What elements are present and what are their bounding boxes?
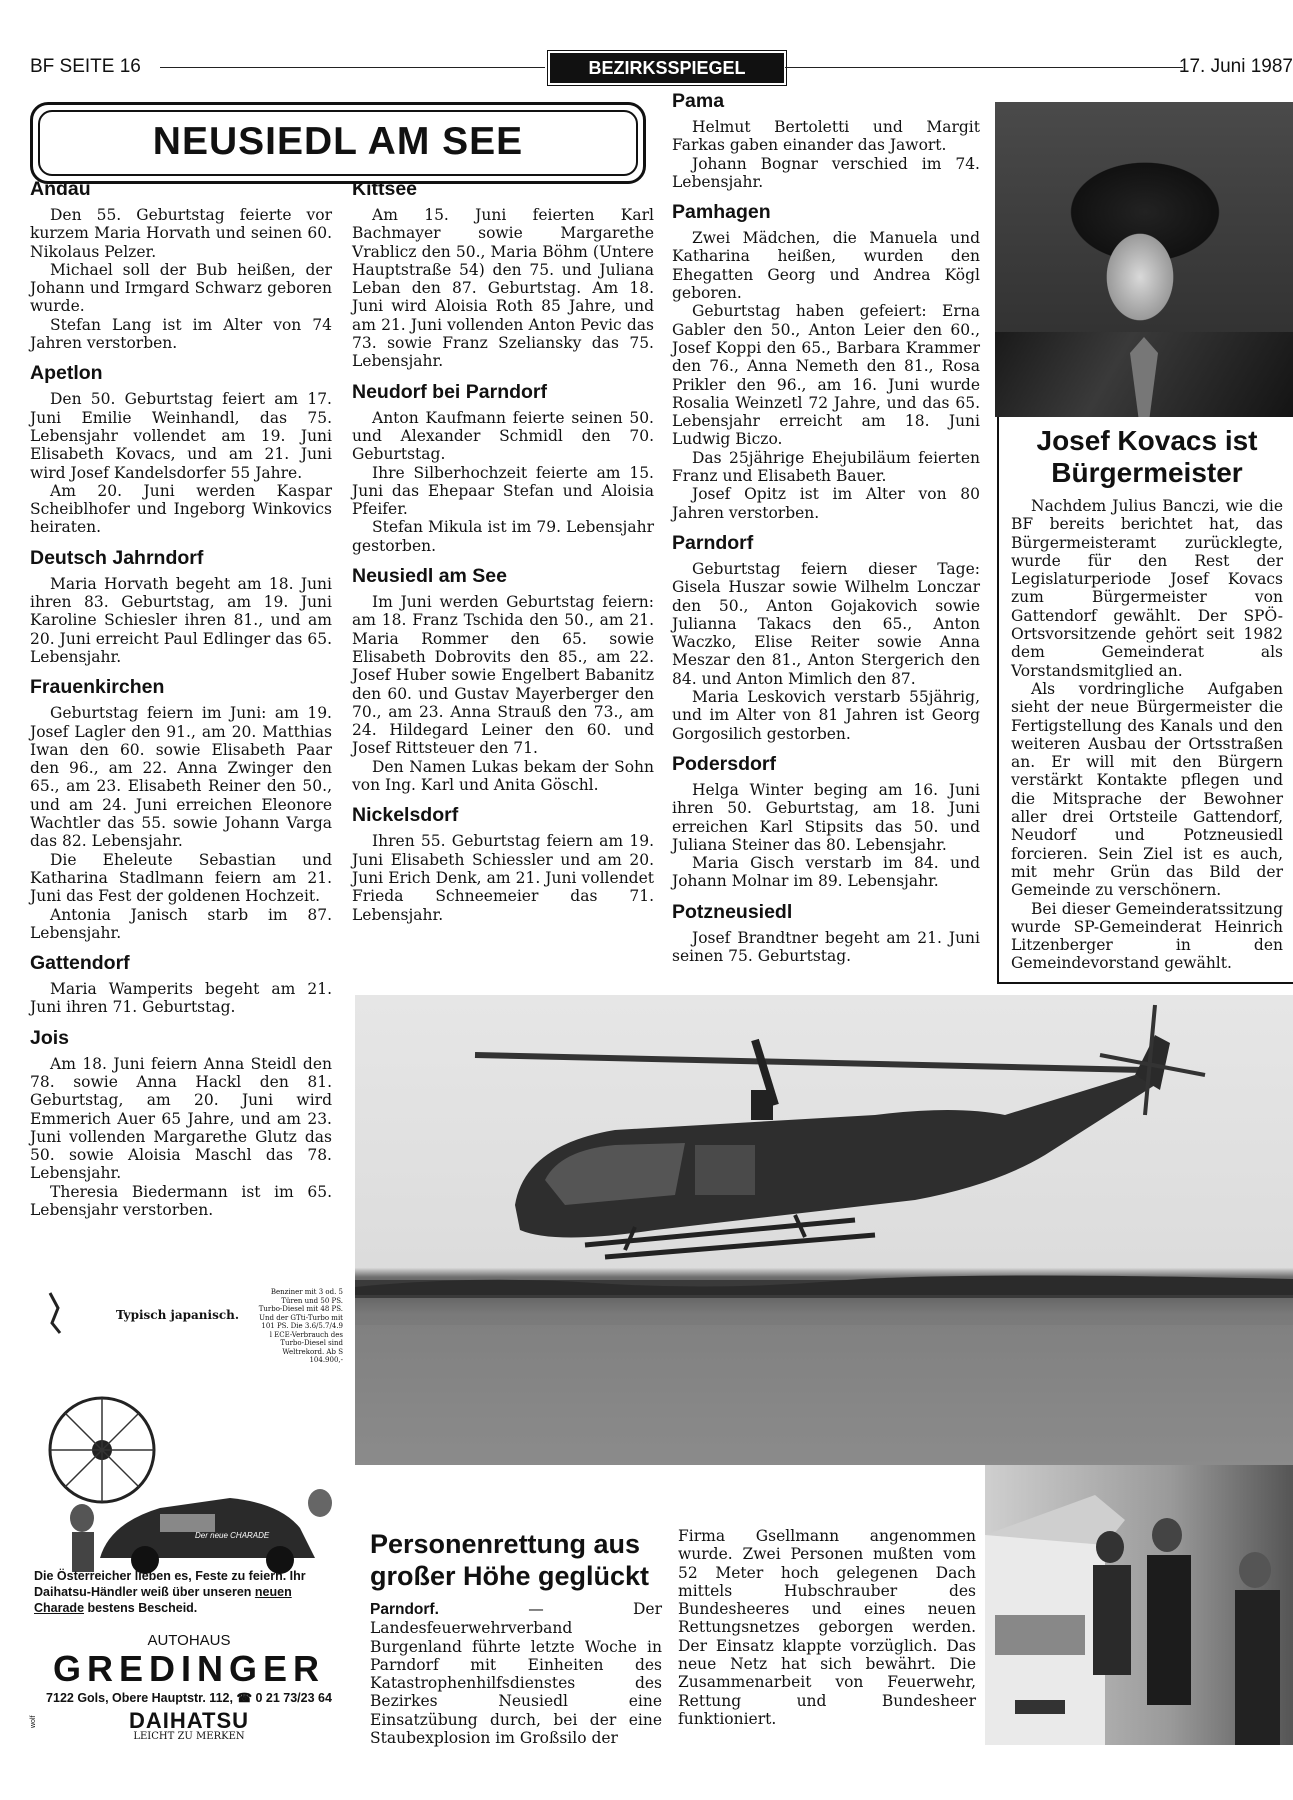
daihatsu-advertisement[interactable] <box>30 1288 348 1746</box>
mayor-paragraph: Bei dieser Gemeinderatssitzung wurde SP-Gemeinderat Heinrich Litzenberger in den Gemeindevorstand gewählt. <box>1011 899 1283 973</box>
brand-tagline: LEICHT ZU MERKEN <box>133 1731 245 1742</box>
header-rule-left <box>160 67 545 68</box>
dealer-street: 7122 Gols, Obere Hauptstr. 112, <box>46 1691 233 1705</box>
ad-logo-mark <box>50 1293 60 1333</box>
locality-heading: Podersdorf <box>672 752 777 775</box>
region-banner <box>30 102 646 184</box>
locality-heading: Deutsch Jahrndorf <box>30 546 204 569</box>
locality-paragraph: Helmut Bertoletti und Margit Farkas gaben einander das Jawort. <box>672 118 980 155</box>
locality-paragraph: Am 18. Juni feiern Anna Steidl den 78. sowie Anna Hackl den 81. Geburtstag, am 20. Juni wird Emmerich Auer 65 Jahre, und am 23. Juni vollenden Margarethe Glutz das 50. sowie Aloisia Maschl das 78. Lebensjahr. <box>30 1054 332 1183</box>
issue-date: 17. Juni 1987 <box>1178 56 1293 77</box>
locality-paragraph: Am 20. Juni werden Kaspar Scheiblhofer und Ingeborg Winkovics heiraten. <box>30 481 332 537</box>
ad-slogan-link: neuen Charade <box>34 1585 292 1615</box>
dealer-name: GREDINGER <box>52 1648 326 1689</box>
ad-side-mark: wolf <box>30 1715 37 1728</box>
ad-slogan-text: Die Österreicher lieben es, Feste zu feiern. Ihr Daihatsu-Händler weiß über unseren <box>34 1569 306 1599</box>
helicopter-illustration <box>355 995 1293 1465</box>
mayor-portrait-photo <box>995 102 1293 417</box>
ad-car-label: Der neue CHARADE <box>195 1531 270 1540</box>
mayor-paragraph: Nachdem Julius Banczi, wie die BF bereits berichtet hat, das Bürgermeisteramt zurücklegte, wurde für den Rest der Legislaturperiode Josef Kovacs zum Bürgermeister von Gattendorf gewählt. Der SPÖ-Ortsvorsitzende gehört seit 1982 dem Gemeinderat als Vorstandsmitglied an. <box>1011 497 1283 680</box>
rescue-headline: Personenrettung aus großer Höhe geglückt <box>370 1529 650 1591</box>
locality-paragraph: Geburtstag feiern im Juni: am 19. Josef Lagler den 91., am 20. Matthias Iwan den 60. sowie Elisabeth Paar den 96., am 22. Anna Zwinger den 65., am 23. Elisabeth Reiner den 50., und am 24. Juni erreichen Eleonore Wachtler das 55. sowie Johann Varga das 82. Lebensjahr. <box>30 704 332 851</box>
mayor-paragraph: Als vordringliche Aufgaben sieht der neue Bürgermeister die Fertigstellung des Kanals und den weiteren Ausbau der Ortsstraßen an. Er will mit den Bürgern verstärkt Kontakte pflegen und die Mitsprache der Bewohner aller drei Ortsteile Gattendorf, Neudorf und Potzneusiedl forcieren. Sein Ziel ist es auch, mit mehr Grün das Bild der Gemeinde zu verschönern. <box>1011 679 1283 900</box>
locality-paragraph: Josef Brandtner begeht am 21. Juni seinen 75. Geburtstag. <box>672 928 980 965</box>
header-rule-right <box>785 67 1183 68</box>
rescue-team-photo <box>985 1465 1293 1745</box>
locality-heading: Andau <box>30 178 91 200</box>
mayor-headline: Josef Kovacs ist Bürgermeister <box>1036 425 1258 488</box>
page-header <box>30 50 1293 90</box>
locality-paragraph: Geburtstag feiern dieser Tage: Gisela Huszar sowie Wilhelm Lonczar den 50., Anton Gojakovich sowie Julianna Takacs den 65., Anton Waczko, Elise Reiter sowie Anna Meszar den 81., Anton Stergerich den 84. und Anton Mimlich den 87. <box>672 559 980 688</box>
locality-heading: Kittsee <box>352 178 418 200</box>
locality-paragraph: Michael soll der Bub heißen, der Johann und Irmgard Schwarz geboren wurde. <box>30 260 332 316</box>
locality-paragraph: Maria Wamperits begeht am 21. Juni ihren 71. Geburtstag. <box>30 980 332 1017</box>
locality-paragraph: Helga Winter beging am 16. Juni ihren 50. Geburtstag, am 18. Juni erreichen Karl Stipsits das 50. und Juliana Steiner das 80. Lebensjahr. <box>672 780 980 854</box>
locality-heading: Jois <box>30 1026 70 1049</box>
column-3 <box>672 90 980 965</box>
rescue-article-col2 <box>678 1527 976 1728</box>
locality-heading: Apetlon <box>30 362 103 385</box>
column-1 <box>30 178 332 1219</box>
locality-heading: Neusiedl am See <box>352 565 507 588</box>
locality-heading: Pama <box>672 90 725 112</box>
ad-tagline: Typisch japanisch. <box>116 1308 240 1322</box>
rescue-dateline: Parndorf. <box>370 1601 439 1618</box>
locality-heading: Gattendorf <box>30 952 130 975</box>
mayor-article <box>997 417 1293 984</box>
locality-heading: Neudorf bei Parndorf <box>352 380 548 403</box>
locality-paragraph: Geburtstag haben gefeiert: Erna Gabler den 50., Anton Leier den 60., Josef Koppi den 65., Barbara Krammer den 76., Anna Nemeth den 81., Rosa Prikler den 96., am 16. Juni wurde Rosalia Weinzetl 72 Jahre, und das 65. Lebensjahr erreicht am 18. Juni Ludwig Biczo. <box>672 302 980 449</box>
ad-specs: Benziner mit 3 od. 5 Türen und 50 PS. Turbo-Diesel mit 48 PS. Und der GTti-Turbo mit 101 PS. Die 3.6/5.7/4.9 l ECE-Verbrauch des Turbo-Diesel sind Weltrekord. Ab S 104.900,- <box>258 1288 343 1364</box>
dealer-phone: ☎ 0 21 73/23 64 <box>236 1691 332 1705</box>
locality-paragraph: Stefan Mikula ist im 79. Lebensjahr gestorben. <box>352 518 654 555</box>
rescue-text-2: Firma Gsellmann angenommen wurde. Zwei Personen mußten vom 52 Meter hoch gelegenen Dach mittels Hubschrauber des Bundesheeres und eines neuen Rettungsnetzes geborgen werden. Der Einsatz klappte vorzüglich. Das neue Netz hat sich bewährt. Die Zusammenarbeit von Feuerwehr, Rettung und Bundesheer funktioniert. <box>678 1527 976 1728</box>
rescue-team-illustration <box>985 1465 1293 1745</box>
section-label: BEZIRKSSPIEGEL <box>550 53 784 83</box>
locality-paragraph: Stefan Lang ist im Alter von 74 Jahren verstorben. <box>30 315 332 353</box>
locality-paragraph: Antonia Janisch starb im 87. Lebensjahr. <box>30 905 332 942</box>
locality-paragraph: Den Namen Lukas bekam der Sohn von Ing. Karl und Anita Göschl. <box>352 757 654 795</box>
locality-paragraph: Maria Leskovich verstarb 55jährig, und im Alter von 81 Jahren ist Georg Gorgosilich gestorben. <box>672 688 980 743</box>
locality-heading: Nickelsdorf <box>352 804 459 827</box>
rescue-text-1: — Der Landesfeuerwehrverband Burgenland führte letzte Woche in Parndorf mit Einheiten des Katastrophenhilfsdienstes des Bezirkes Neusiedl eine Einsatzübung durch, bei der eine Staubexplosion im Großsilo der <box>370 1600 662 1748</box>
rescue-article-col1 <box>370 1600 662 1747</box>
locality-heading: Pamhagen <box>672 201 771 224</box>
locality-paragraph: Die Eheleute Sebastian und Katharina Stadlmann feiern am 21. Juni das Fest der goldenen Hochzeit. <box>30 850 332 906</box>
locality-heading: Frauenkirchen <box>30 676 165 699</box>
locality-paragraph: Zwei Mädchen, die Manuela und Katharina heißen, wurden den Ehegatten Georg und Andrea Kögl geboren. <box>672 229 980 303</box>
locality-paragraph: Ihren 55. Geburtstag feiern am 19. Juni Elisabeth Schiessler und am 20. Juni Erich Denk, am 21. Juni vollendet Frieda Schneemeier das 71. Lebensjahr. <box>352 832 654 924</box>
helicopter-photo <box>355 995 1293 1465</box>
locality-paragraph: Josef Opitz ist im Alter von 80 Jahren verstorben. <box>672 485 980 522</box>
region-title: NEUSIEDL AM SEE <box>38 110 638 176</box>
locality-paragraph: Anton Kaufmann feierte seinen 50. und Alexander Schmidl den 70. Geburtstag. <box>352 408 654 464</box>
page-number: BF SEITE 16 <box>30 56 141 77</box>
locality-paragraph: Das 25jährige Ehejubiläum feierten Franz und Elisabeth Bauer. <box>672 448 980 486</box>
locality-paragraph: Ihre Silberhochzeit feierte am 15. Juni das Ehepaar Stefan und Aloisia Pfeifer. <box>352 463 654 519</box>
locality-heading: Potzneusiedl <box>672 900 793 923</box>
locality-paragraph: Theresia Biedermann ist im 65. Lebensjahr verstorben. <box>30 1182 332 1220</box>
locality-paragraph: Maria Horvath begeht am 18. Juni ihren 83. Geburtstag, am 19. Juni Karoline Schiesler ihren 81., und am 20. Juni erreicht Paul Edlinger das 65. Lebensjahr. <box>30 574 332 666</box>
column-2 <box>352 178 654 924</box>
dealer-address <box>30 1690 348 1705</box>
locality-paragraph: Maria Gisch verstarb im 84. und Johann Molnar im 89. Lebensjahr. <box>672 854 980 891</box>
locality-paragraph: Den 55. Geburtstag feierte vor kurzem Maria Horvath und seinen 60. Nikolaus Pelzer. <box>30 206 332 261</box>
ad-slogan-end: bestens Bescheid. <box>84 1601 198 1615</box>
locality-paragraph: Johann Bognar verschied im 74. Lebensjahr. <box>672 154 980 191</box>
dealer-label: AUTOHAUS <box>147 1632 231 1649</box>
ad-slogan <box>34 1568 342 1616</box>
locality-paragraph: Im Juni werden Geburtstag feiern: am 18. Franz Tschida den 50., am 21. Maria Rommer den 65. sowie Elisabeth Dobrovits den 85., am 22. Josef Huber sowie Engelbert Babanitz den 60. und Gustav Mayerberger den 70., am 23. Anna Strauß den 73., am 24. Hildegard Leiner den 60. und Josef Rittsteuer den 71. <box>352 593 654 758</box>
locality-heading: Parndorf <box>672 531 754 554</box>
locality-paragraph: Den 50. Geburtstag feiert am 17. Juni Emilie Weinhandl, das 75. Lebensjahr vollendet am 19. Juni Elisabeth Kovacs, und am 21. Juni wird Josef Kandelsdorfer 55 Jahre. <box>30 390 332 482</box>
brand-logo: DAIHATSU <box>128 1708 250 1733</box>
locality-paragraph: Am 15. Juni feierten Karl Bachmayer sowie Margarethe Vrablicz den 50., Maria Böhm (Untere Hauptstraße 54) den 75. und Juliana Leban den 87. Geburtstag. Am 18. Juni wird Aloisia Roth 85 Jahre, und am 21. Juni vollenden Anton Pevic das 73. sowie Franz Szeliansky das 75. Lebensjahr. <box>352 206 654 371</box>
